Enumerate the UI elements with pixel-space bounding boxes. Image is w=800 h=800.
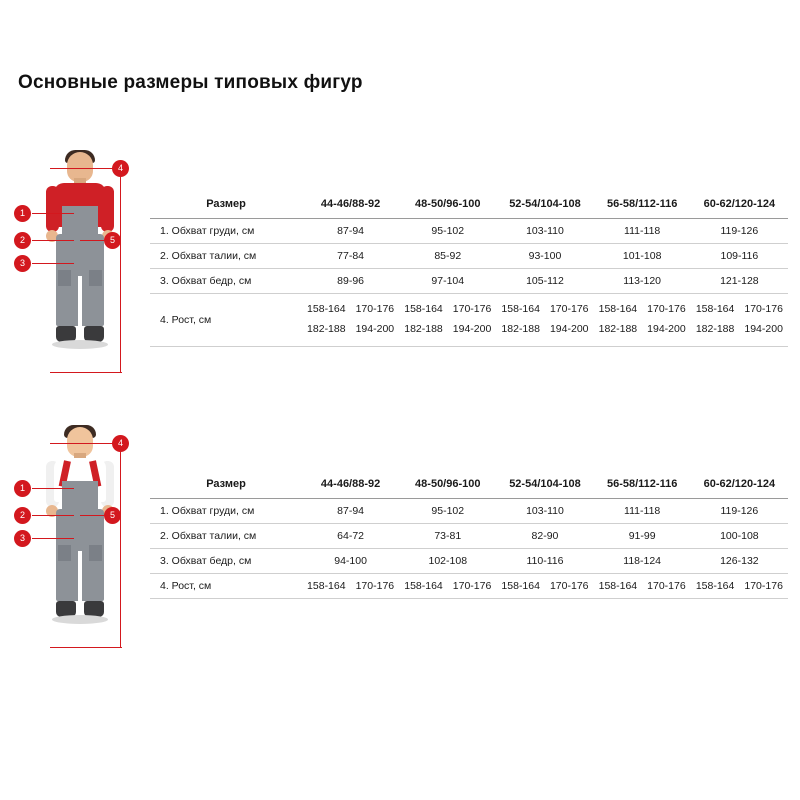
table-cell: 93-100 [496, 244, 593, 269]
table-cell: 119-126 [691, 499, 788, 524]
table-cell: 82-90 [496, 524, 593, 549]
column-header: 60-62/120-124 [691, 190, 788, 219]
female-figure-illustration [40, 425, 120, 640]
table-cell-height [399, 574, 496, 599]
table-cell-height [691, 294, 788, 347]
table-cell-height [594, 294, 691, 347]
right-pocket-shape [89, 545, 102, 561]
women-size-table [150, 470, 788, 599]
height-value: 182-188 [404, 322, 443, 335]
callout-guide-vertical [120, 443, 121, 648]
column-header: 48-50/96-100 [399, 470, 496, 499]
table-cell: 87-94 [302, 499, 399, 524]
height-value: 158-164 [695, 303, 735, 315]
height-value: 182-188 [307, 322, 346, 335]
height-value: 194-200 [744, 322, 783, 335]
table-cell-height [691, 574, 788, 599]
table-row [150, 524, 788, 549]
table-cell: 109-116 [691, 244, 788, 269]
callout-badge-2: 2 [14, 232, 31, 249]
column-header: 52-54/104-108 [496, 190, 593, 219]
callout-guide-vertical [120, 168, 121, 373]
table-cell: 91-99 [594, 524, 691, 549]
table-row [150, 499, 788, 524]
callout-badge-4: 4 [112, 435, 129, 452]
column-header: 44-46/88-92 [302, 190, 399, 219]
height-value: 194-200 [355, 322, 395, 335]
table-cell: 85-92 [399, 244, 496, 269]
table-row [150, 549, 788, 574]
table-cell: 101-108 [594, 244, 691, 269]
callout-guide-bottom [50, 647, 122, 648]
callout-badge-2: 2 [14, 507, 31, 524]
table-cell: 73-81 [399, 524, 496, 549]
men-size-table [150, 190, 788, 347]
callout-line-2 [32, 515, 74, 516]
table-row-height [150, 574, 788, 599]
table-row-height [150, 294, 788, 347]
table-cell: 64-72 [302, 524, 399, 549]
height-value: 170-176 [647, 580, 686, 592]
table-cell: 105-112 [496, 269, 593, 294]
row-label: 4. Рост, см [150, 294, 302, 347]
table-cell-height [496, 574, 593, 599]
table-cell: 110-116 [496, 549, 593, 574]
table-cell: 100-108 [691, 524, 788, 549]
table-cell: 103-110 [496, 219, 593, 244]
bib-shape [62, 481, 98, 511]
row-label: 1. Обхват груди, см [150, 219, 302, 244]
table-cell: 87-94 [302, 219, 399, 244]
callout-badge-3: 3 [14, 255, 31, 272]
table-cell: 77-84 [302, 244, 399, 269]
page-title: Основные размеры типовых фигур [18, 72, 363, 93]
height-value: 158-164 [695, 580, 735, 592]
bib-shape [62, 206, 98, 236]
height-value: 158-164 [307, 580, 346, 592]
figure-shadow [52, 615, 108, 624]
height-value: 158-164 [598, 303, 638, 315]
height-value: 194-200 [647, 322, 686, 335]
callout-line-1 [32, 213, 74, 214]
height-value: 194-200 [452, 322, 492, 335]
height-value: 170-176 [452, 303, 492, 315]
table-cell-height [399, 294, 496, 347]
column-header: 48-50/96-100 [399, 190, 496, 219]
table-cell: 97-104 [399, 269, 496, 294]
table-cell: 95-102 [399, 219, 496, 244]
height-value: 158-164 [598, 580, 638, 592]
table-row [150, 244, 788, 269]
callout-badge-1: 1 [14, 205, 31, 222]
table-cell: 89-96 [302, 269, 399, 294]
row-label: 3. Обхват бедр, см [150, 549, 302, 574]
height-value: 158-164 [307, 303, 346, 315]
left-pocket-shape [58, 270, 71, 286]
table-cell-height [302, 294, 399, 347]
height-value: 170-176 [355, 580, 395, 592]
callout-line-3 [32, 538, 74, 539]
male-worker-figure [10, 150, 150, 370]
table-cell: 126-132 [691, 549, 788, 574]
callout-badge-3: 3 [14, 530, 31, 547]
row-label: 4. Рост, см [150, 574, 302, 599]
table-cell: 121-128 [691, 269, 788, 294]
table-cell: 118-124 [594, 549, 691, 574]
right-pocket-shape [89, 270, 102, 286]
height-value: 158-164 [501, 580, 540, 592]
callout-line-3 [32, 263, 74, 264]
table-cell: 94-100 [302, 549, 399, 574]
height-value: 170-176 [355, 303, 395, 315]
height-value: 170-176 [744, 303, 783, 315]
height-value: 170-176 [549, 303, 589, 315]
female-worker-figure [10, 425, 150, 650]
callout-guide-bottom [50, 372, 122, 373]
height-value: 194-200 [549, 322, 589, 335]
figure-shadow [52, 340, 108, 349]
row-label: 3. Обхват бедр, см [150, 269, 302, 294]
table-cell-height [496, 294, 593, 347]
callout-line-2 [32, 240, 74, 241]
column-header: Размер [150, 470, 302, 499]
table-cell-height [302, 574, 399, 599]
height-value: 182-188 [598, 322, 638, 335]
column-header: 44-46/88-92 [302, 470, 399, 499]
column-header: 56-58/112-116 [594, 190, 691, 219]
callout-line-1 [32, 488, 74, 489]
table-cell: 111-118 [594, 499, 691, 524]
height-value: 182-188 [695, 322, 735, 335]
callout-badge-5: 5 [104, 232, 121, 249]
table-cell: 103-110 [496, 499, 593, 524]
column-header: Размер [150, 190, 302, 219]
height-value: 182-188 [501, 322, 540, 335]
height-value: 158-164 [404, 303, 443, 315]
column-header: 60-62/120-124 [691, 470, 788, 499]
table-cell: 113-120 [594, 269, 691, 294]
table-cell-height [594, 574, 691, 599]
table-header-row [150, 470, 788, 499]
height-value: 170-176 [744, 580, 783, 592]
row-label: 2. Обхват талии, см [150, 244, 302, 269]
column-header: 52-54/104-108 [496, 470, 593, 499]
table-cell: 111-118 [594, 219, 691, 244]
height-value: 170-176 [452, 580, 492, 592]
table-cell: 95-102 [399, 499, 496, 524]
table-cell: 102-108 [399, 549, 496, 574]
column-header: 56-58/112-116 [594, 470, 691, 499]
row-label: 1. Обхват груди, см [150, 499, 302, 524]
height-value: 170-176 [549, 580, 589, 592]
height-value: 158-164 [501, 303, 540, 315]
callout-badge-4: 4 [112, 160, 129, 177]
male-figure-illustration [40, 150, 120, 365]
table-row [150, 219, 788, 244]
height-value: 170-176 [647, 303, 686, 315]
left-pocket-shape [58, 545, 71, 561]
table-cell: 119-126 [691, 219, 788, 244]
callout-badge-5: 5 [104, 507, 121, 524]
table-row [150, 269, 788, 294]
table-header-row [150, 190, 788, 219]
row-label: 2. Обхват талии, см [150, 524, 302, 549]
height-value: 158-164 [404, 580, 443, 592]
callout-badge-1: 1 [14, 480, 31, 497]
